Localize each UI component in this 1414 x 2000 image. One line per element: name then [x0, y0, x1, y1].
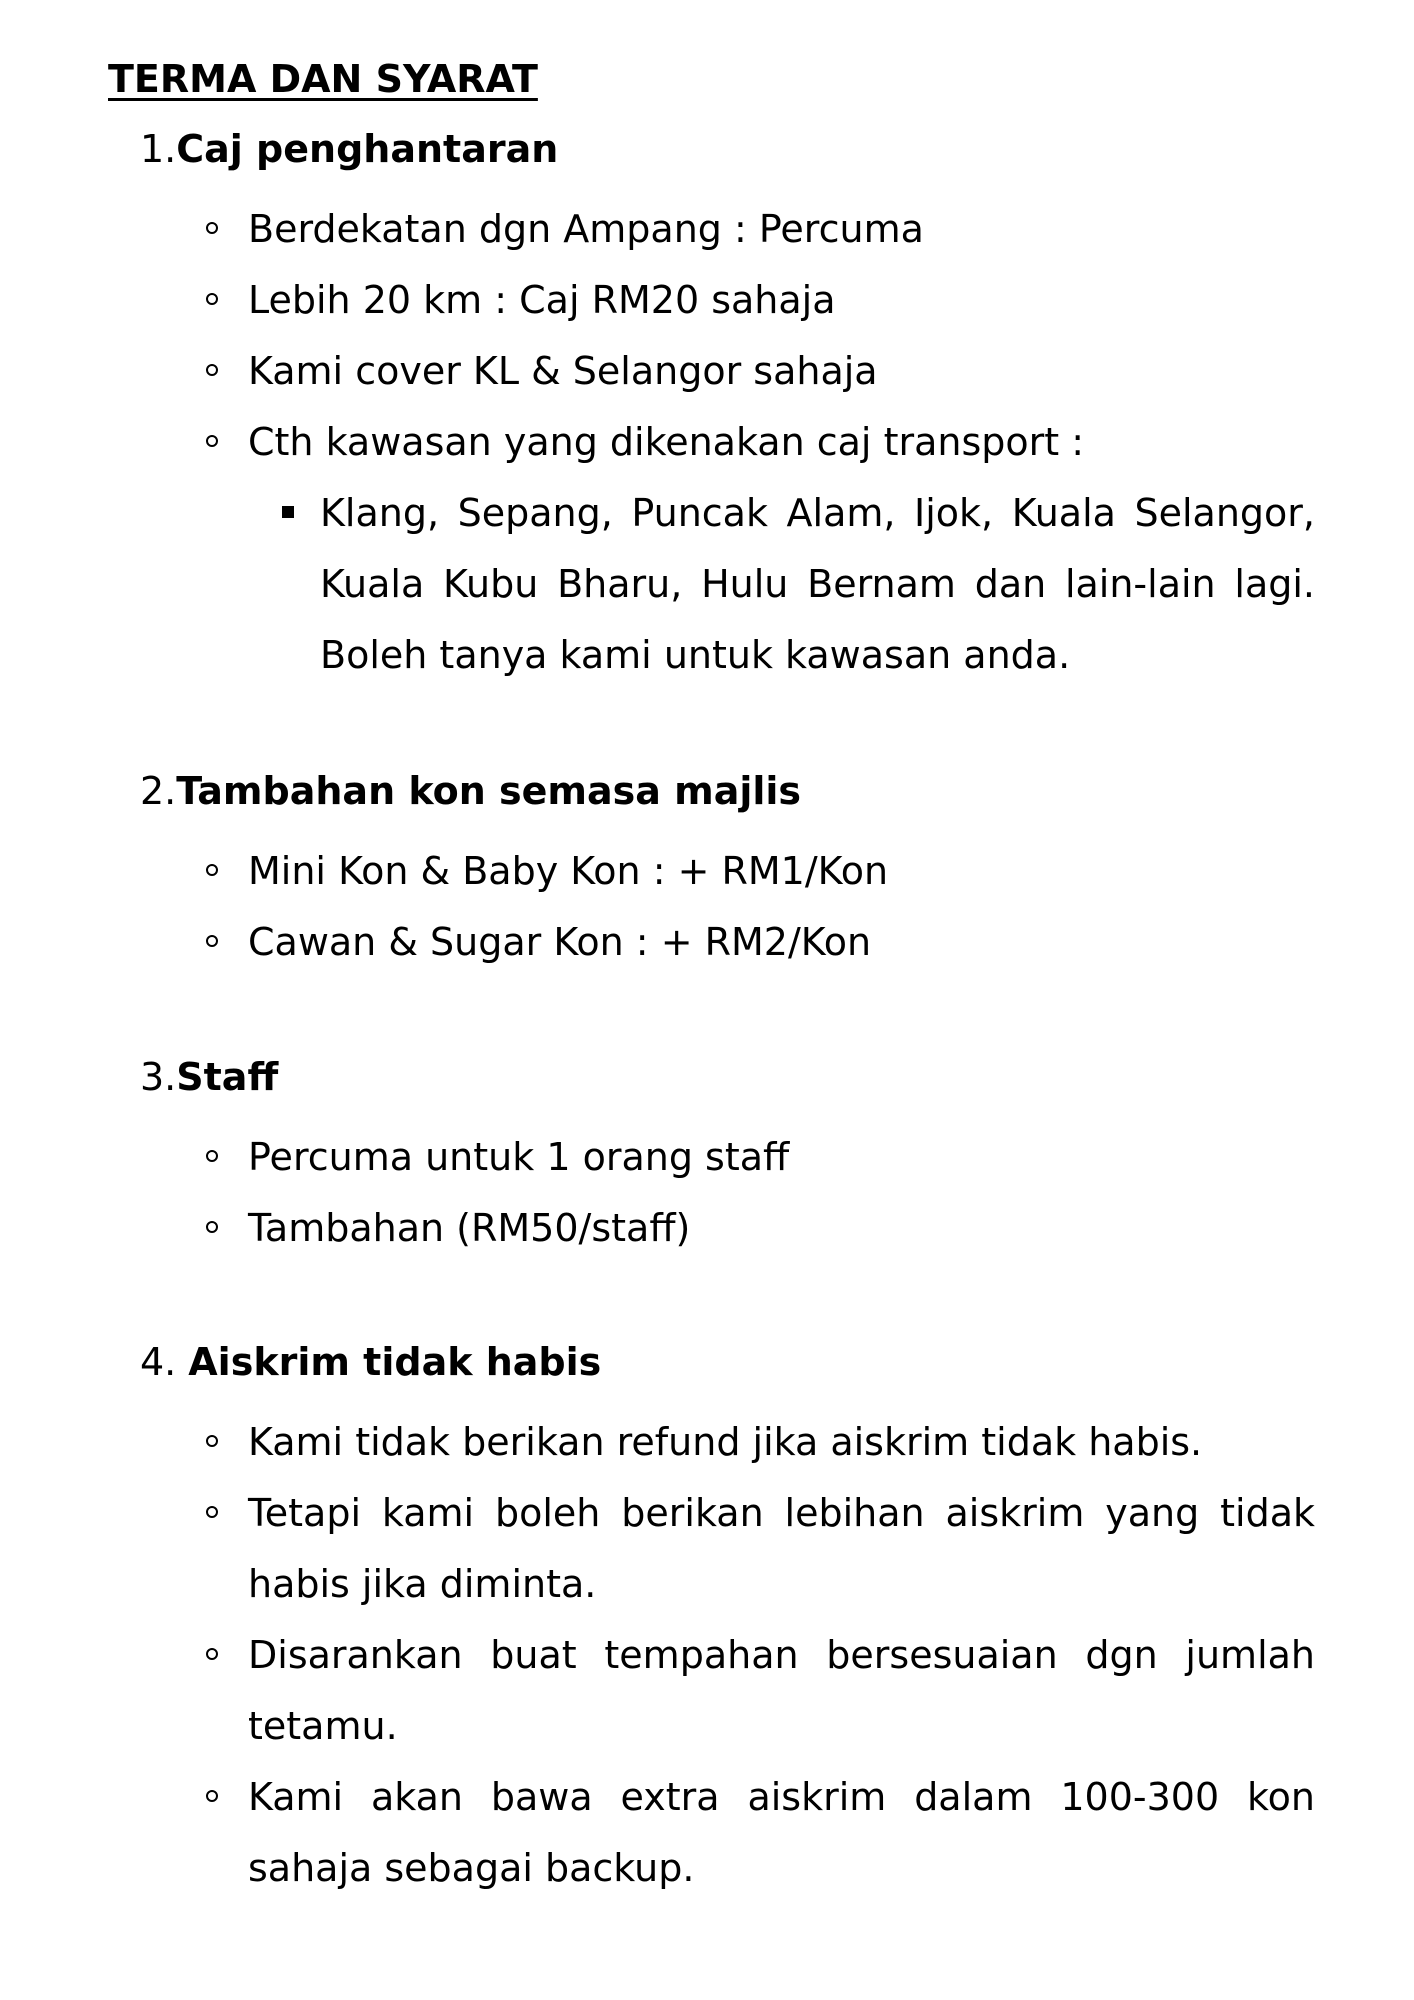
- section-number: 1.: [140, 127, 177, 171]
- circle-bullet-icon: [206, 1648, 218, 1660]
- square-bullet-icon: [282, 506, 294, 518]
- section-title: Tambahan kon semasa majlis: [176, 769, 802, 813]
- section-delivery-charge: [140, 122, 1315, 691]
- list-item: Tetapi kami boleh berikan lebihan aiskrim yang tidak habis jika diminta.: [140, 1478, 1315, 1620]
- section-heading: [140, 122, 1315, 176]
- section-leftover-icecream: [140, 1335, 1315, 1904]
- section-number: 4.: [140, 1340, 177, 1384]
- circle-bullet-icon: [206, 222, 218, 234]
- circle-bullet-icon: [206, 1435, 218, 1447]
- circle-bullet-icon: [206, 1150, 218, 1162]
- circle-bullet-icon: [206, 1506, 218, 1518]
- list-item: Percuma untuk 1 orang staff: [140, 1122, 1315, 1193]
- circle-bullet-icon: [206, 435, 218, 447]
- section-title: Staff: [176, 1055, 279, 1099]
- section-heading: [140, 764, 1315, 818]
- circle-bullet-icon: [206, 1790, 218, 1802]
- section-title: Caj penghantaran: [176, 127, 559, 171]
- circle-bullet-icon: [206, 1221, 218, 1233]
- section-staff: [140, 1050, 1315, 1264]
- circle-bullet-icon: [206, 293, 218, 305]
- section-title: Aiskrim tidak habis: [188, 1340, 602, 1384]
- section-heading: [140, 1335, 1315, 1389]
- circle-bullet-icon: [206, 935, 218, 947]
- list-item: Berdekatan dgn Ampang : Percuma: [140, 194, 1315, 265]
- list-item: Mini Kon & Baby Kon : + RM1/Kon: [140, 836, 1315, 907]
- list-item: Lebih 20 km : Caj RM20 sahaja: [140, 265, 1315, 336]
- list-item: Cth kawasan yang dikenakan caj transport : Klang, Sepang, Puncak Alam, Ijok, Kuala Selangor, Kuala Kubu Bharu, Hulu Bernam dan lain-lain lagi. Boleh tanya kami untuk kawasan anda.: [140, 407, 1315, 691]
- section-number: 3.: [140, 1055, 177, 1099]
- circle-bullet-icon: [206, 364, 218, 376]
- circle-bullet-icon: [206, 864, 218, 876]
- list-item: Tambahan (RM50/staff): [140, 1193, 1315, 1264]
- section-extra-cones: [140, 764, 1315, 978]
- section-heading: [140, 1050, 1315, 1104]
- list-item: Kami cover KL & Selangor sahaja: [140, 336, 1315, 407]
- sub-list-item: Klang, Sepang, Puncak Alam, Ijok, Kuala Selangor, Kuala Kubu Bharu, Hulu Bernam dan lain-lain lagi. Boleh tanya kami untuk kawasan anda.: [248, 478, 1315, 691]
- section-number: 2.: [140, 769, 177, 813]
- bullet-list: [140, 1122, 1315, 1264]
- bullet-list: [140, 836, 1315, 978]
- list-item: Kami tidak berikan refund jika aiskrim tidak habis.: [140, 1407, 1315, 1478]
- list-item: Kami akan bawa extra aiskrim dalam 100-300 kon sahaja sebagai backup.: [140, 1762, 1315, 1904]
- bullet-list: [140, 1407, 1315, 1904]
- list-item: Cawan & Sugar Kon : + RM2/Kon: [140, 907, 1315, 978]
- list-item: Disarankan buat tempahan bersesuaian dgn jumlah tetamu.: [140, 1620, 1315, 1762]
- sub-bullet-list: [248, 478, 1315, 691]
- bullet-list: [140, 194, 1315, 691]
- document-title: TERMA DAN SYARAT: [108, 57, 538, 101]
